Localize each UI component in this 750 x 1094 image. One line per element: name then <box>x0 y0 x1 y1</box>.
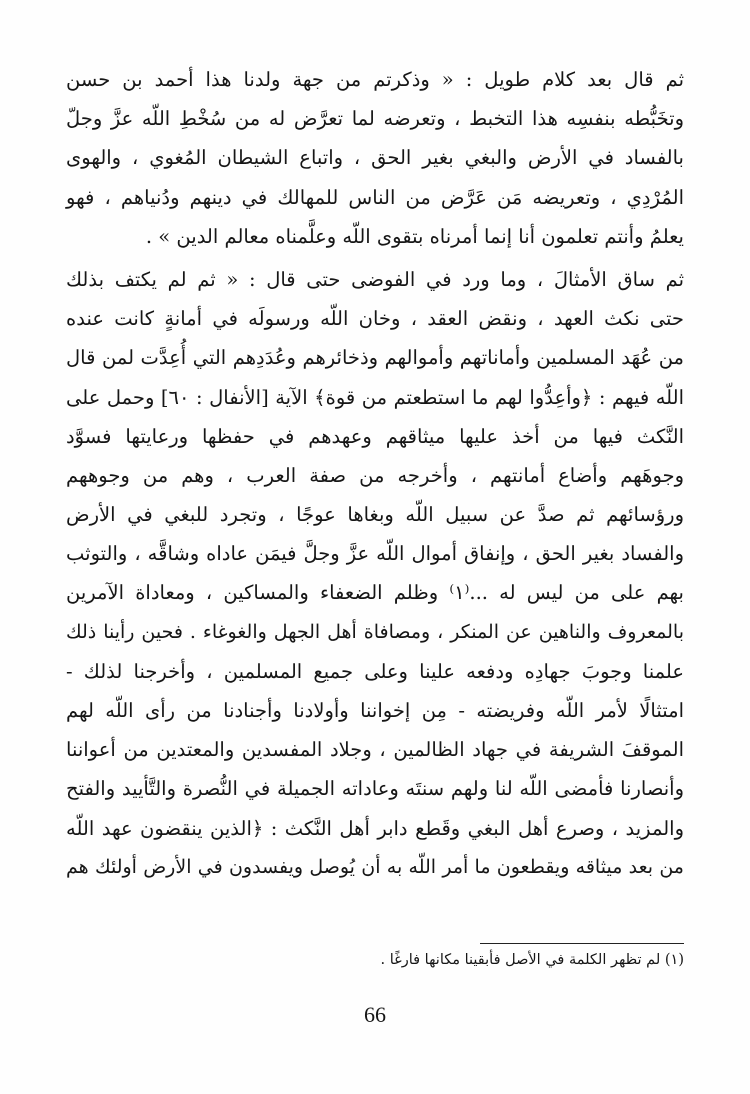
paragraph-2 <box>66 260 684 887</box>
page-number: 66 <box>364 1002 386 1027</box>
text-line: امتثالًا لأمر اللّه وفريضته - مِن إخواننا وأولادنا وأجنادنا من رأى اللّه لهم <box>66 699 684 722</box>
footnote: (١) لم تظهر الكلمة في الأصل فأبقينا مكانها فارغًا . <box>380 952 684 968</box>
footnote-divider <box>480 943 684 944</box>
text-line: والمزيد ، وصرع أهل البغي وقَطع دابر أهل النَّكث : ﴿الذين ينقضون عهد اللّه <box>66 816 684 840</box>
text-line: والفساد بغير الحق ، وإنفاق أموال اللّه عزَّ وجلَّ فيمَن عاداه وشاقَّه ، والتوثب <box>66 542 684 566</box>
text-line: من عُهَد المسلمين وأماناتهم وأموالهم وذخائرهم وعُدَدِهم التي أُعِدَّت لمن قال <box>66 346 684 370</box>
text-line: وأنصارنا فأمضى اللّه لنا ولهم سنتَه وعاداته الجميلة في النُّصرة والتَّأييد والفتح <box>66 777 684 801</box>
text-line: حتى نكث العهد ، ونقض العقد ، وخان اللّه ورسولَه في أمانةٍ كانت عنده <box>66 307 684 331</box>
text-line: بهم على من ليس له ...⁽١⁾ وظلم الضعفاء والمساكين ، ومعاداة الآمرين <box>66 581 684 605</box>
text-line: وجوهَهم وأضاع أمانتهم ، وأخرجه من صفة العرب ، وهم من وجوههم <box>66 463 684 487</box>
text-line: بالمعروف والناهين عن المنكر ، ومصافاة أهل الجهل والغوغاء . فحين رأينا ذلك <box>66 620 684 643</box>
text-line: علمنا وجوبَ جهادِه ودفعه علينا وعلى جميع المسلمين ، وأخرجنا لذلك - <box>66 659 684 683</box>
text-line: اللّه فيهم : ﴿وأعِدُّوا لهم ما استطعتم من قوة﴾ الآية [الأنفال : ٦٠] وحمل على <box>66 385 684 409</box>
text-line: ثم قال بعد كلام طويل : « وذكرتم من جهة ولدنا هذا أحمد بن حسن <box>66 68 684 91</box>
text-line: الموقفَ الشريفة في جهاد الظالمين ، وجلاد المفسدين والمعتدين من أعواننا <box>66 738 684 762</box>
body-text <box>66 60 684 887</box>
text-line: بالفساد في الأرض والبغي بغير الحق ، واتباع الشيطان المُغوي ، والهوى <box>66 146 684 170</box>
text-line: النَّكث فيها من أخذ عليها ميثاقهم وعهدهم في حفظها ورعايتها فسوَّد <box>66 424 684 448</box>
text-line: ورؤسائهم ثم صدَّ عن سبيل اللّه وبغاها عوجًا ، وتجرد للبغي في الأرض <box>66 503 684 527</box>
text-line: المُرْدِي ، وتعريضه مَن عَرَّض من الناس للمهالك في دينهم ودُنياهم ، فهو <box>66 185 684 209</box>
text-line: من بعد ميثاقه ويقطعون ما أمر اللّه به أن يُوصل ويفسدون في الأرض أولئك هم <box>66 855 684 878</box>
text-line: وتخَبُّطه بنفسِه هذا التخبط ، وتعرضه لما تعرَّض له من سُخْطِ اللّه عزَّ وجلّ <box>66 107 684 131</box>
paragraph-1 <box>66 60 684 256</box>
text-line: ثم ساق الأمثالَ ، وما ورد في الفوضى حتى قال : « ثم لم يكتف بذلك <box>66 267 684 291</box>
text-line: يعلمُ وأنتم تعلمون أنا إنما أمرناه بتقوى اللّه وعلَّمناه معالم الدين » . <box>145 224 684 248</box>
